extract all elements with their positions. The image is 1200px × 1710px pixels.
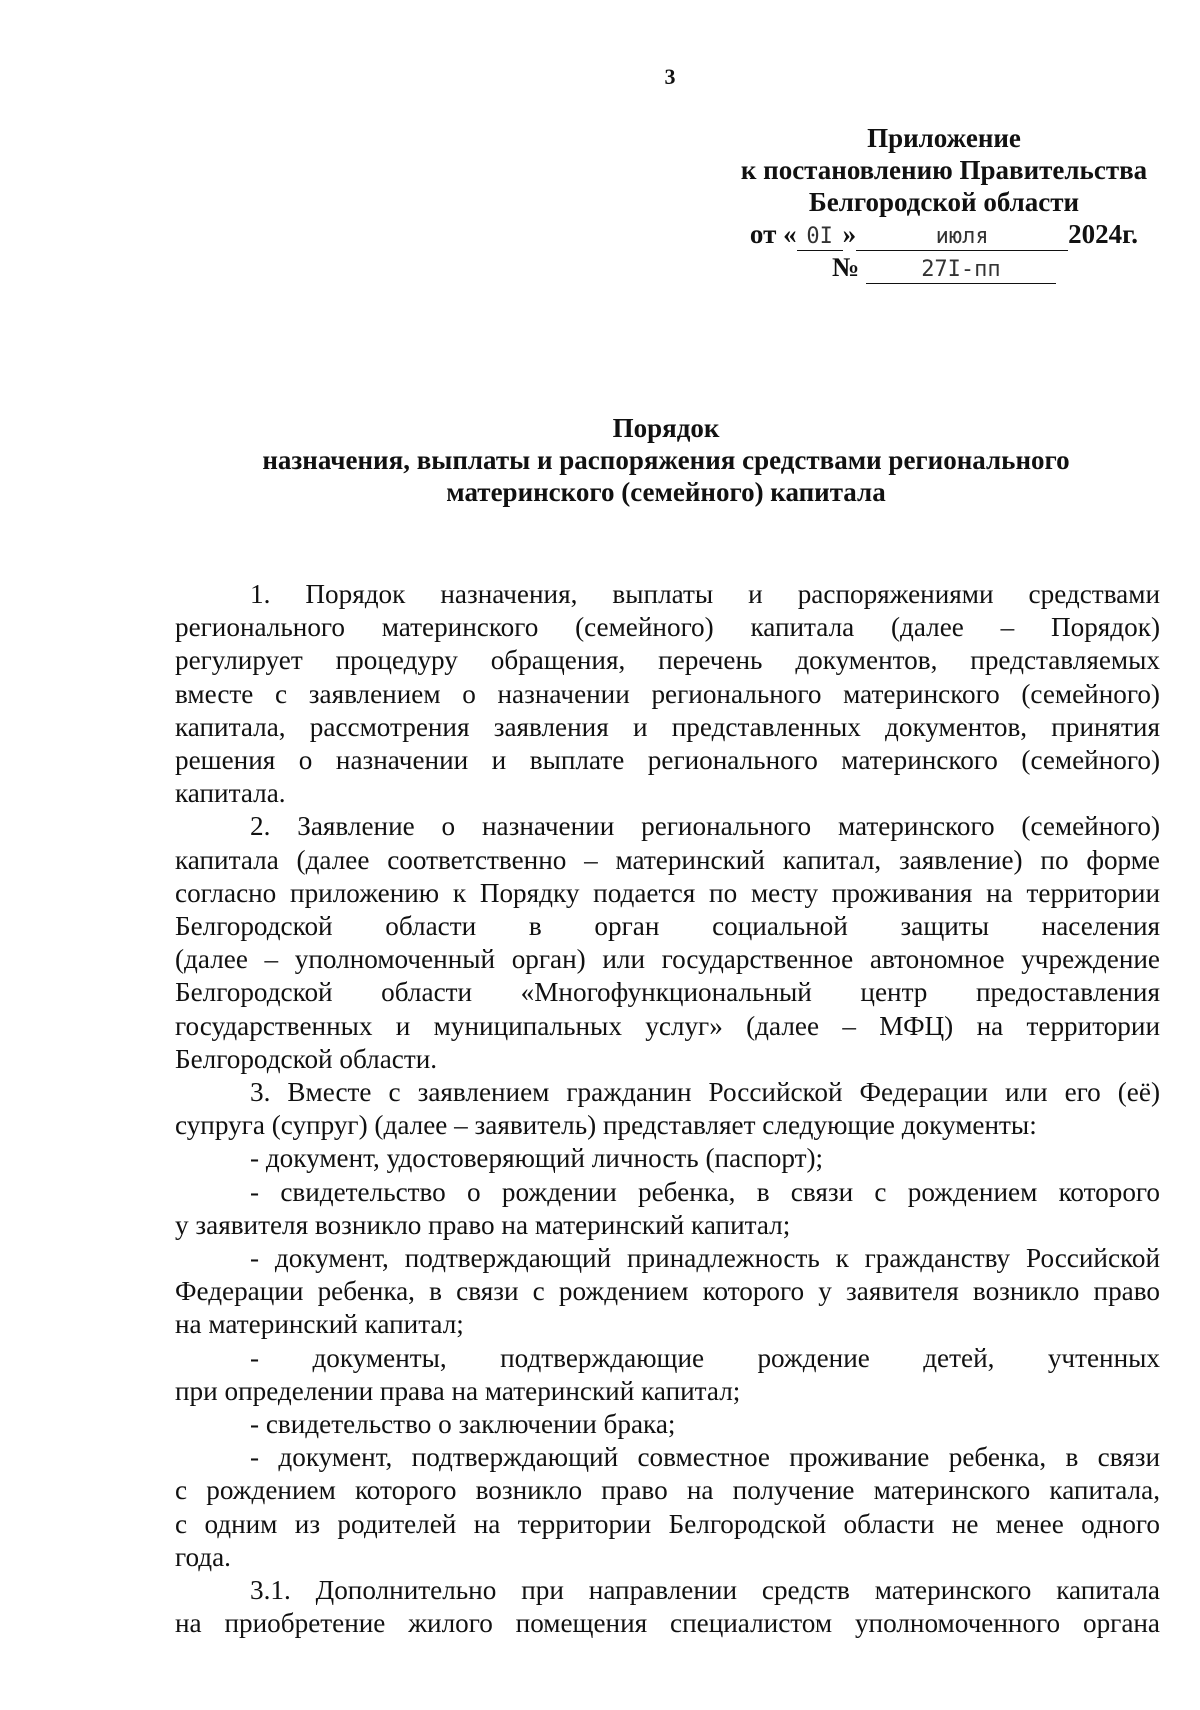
paragraph: [175, 1176, 1160, 1242]
title-line-2: назначения, выплаты и распоряжения средствами регионального: [262, 445, 1070, 475]
paragraph: [175, 1342, 1160, 1408]
paragraph-line: согласно приложению к Порядку подается по месту проживания на территории: [175, 877, 1160, 908]
date-month: июля: [856, 224, 1068, 251]
paragraph-line: Белгородской области в орган социальной защиты населения: [175, 911, 1160, 942]
paragraph-line: на материнский капитал;: [175, 1309, 464, 1340]
paragraph-line: супруга (супруг) (далее – заявитель) представляет следующие документы:: [175, 1110, 1037, 1141]
paragraph-line: государственных и муниципальных услуг» (далее – МФЦ) на территории: [175, 1010, 1160, 1041]
title-line-3: материнского (семейного) капитала: [446, 477, 886, 507]
paragraph-line: 3. Вместе с заявлением гражданин Российской Федерации или его (её): [250, 1077, 1160, 1108]
paragraph: [175, 1142, 1160, 1175]
date-quote-close: »: [842, 219, 857, 249]
paragraph-line: 3.1. Дополнительно при направлении средств материнского капитала: [250, 1575, 1160, 1606]
paragraph: [175, 1574, 1160, 1640]
paragraph-line: года.: [175, 1541, 231, 1572]
paragraph-line: - документ, подтверждающий принадлежность к гражданству Российской: [250, 1243, 1160, 1274]
paragraph: [175, 578, 1160, 810]
appendix-label: Приложение: [867, 123, 1021, 153]
paragraph-line: - документ, удостоверяющий личность (паспорт);: [250, 1143, 824, 1174]
paragraph: [175, 1076, 1160, 1142]
paragraph-line: решения о назначении и выплате регионального материнского (семейного): [175, 745, 1160, 776]
number-prefix: №: [832, 252, 860, 282]
paragraph-line: регионального материнского (семейного) капитала (далее – Порядок): [175, 612, 1160, 643]
paragraph-line: - свидетельство о заключении брака;: [250, 1409, 676, 1440]
paragraph-line: 1. Порядок назначения, выплаты и распоряжениями средствами: [250, 579, 1160, 609]
paragraph-line: капитала, рассмотрения заявления и представленных документов, принятия: [175, 711, 1160, 742]
paragraph-line: регулирует процедуру обращения, перечень документов, представляемых: [175, 645, 1160, 676]
paragraph-line: с одним из родителей на территории Белгородской области не менее одного: [175, 1508, 1160, 1539]
paragraph-line: Белгородской области «Многофункциональный центр предоставления: [175, 977, 1160, 1008]
paragraph-line: вместе с заявлением о назначении регионального материнского (семейного): [175, 678, 1160, 709]
paragraph-line: при определении права на материнский капитал;: [175, 1375, 741, 1406]
appendix-number: [718, 251, 1170, 284]
appendix-date: [718, 218, 1170, 251]
paragraph-line: Белгородской области.: [175, 1043, 438, 1074]
paragraph: [175, 1408, 1160, 1441]
paragraph-line: капитала (далее соответственно – материнский капитал, заявление) по форме: [175, 844, 1160, 875]
appendix-resolution: к постановлению Правительства: [740, 155, 1148, 185]
paragraph-line: на приобретение жилого помещения специалистом уполномоченного органа: [175, 1608, 1160, 1639]
paragraph-line: Федерации ребенка, в связи с рождением которого у заявителя возникло право: [175, 1276, 1160, 1307]
title-line-1: Порядок: [612, 413, 720, 443]
date-prefix: от «: [749, 219, 797, 249]
paragraph-line: - свидетельство о рождении ребенка, в связи с рождением которого: [250, 1176, 1160, 1207]
paragraph-line: - документ, подтверждающий совместное проживание ребенка, в связи: [250, 1442, 1160, 1473]
paragraph-line: у заявителя возникло право на материнский капитал;: [175, 1209, 791, 1240]
date-year: 2024г.: [1068, 219, 1139, 249]
paragraph-line: - документы, подтверждающие рождение детей, учтенных: [250, 1342, 1160, 1373]
paragraph-line: капитала.: [175, 778, 286, 809]
document-body: [175, 578, 1160, 1641]
paragraph: [175, 1441, 1160, 1574]
page-number: 3: [664, 64, 676, 89]
document-title: [176, 412, 1156, 508]
paragraph-line: (далее – уполномоченный орган) или государственное автономное учреждение: [175, 944, 1160, 975]
date-day: 0I: [797, 224, 843, 251]
paragraph: [175, 810, 1160, 1076]
number-value: 27I-пп: [866, 257, 1056, 284]
paragraph-line: с рождением которого возникло право на получение материнского капитала,: [175, 1475, 1160, 1506]
paragraph: [175, 1242, 1160, 1342]
appendix-region: Белгородской области: [808, 187, 1080, 217]
paragraph-line: 2. Заявление о назначении регионального материнского (семейного): [250, 811, 1160, 842]
appendix-header: [718, 122, 1170, 284]
